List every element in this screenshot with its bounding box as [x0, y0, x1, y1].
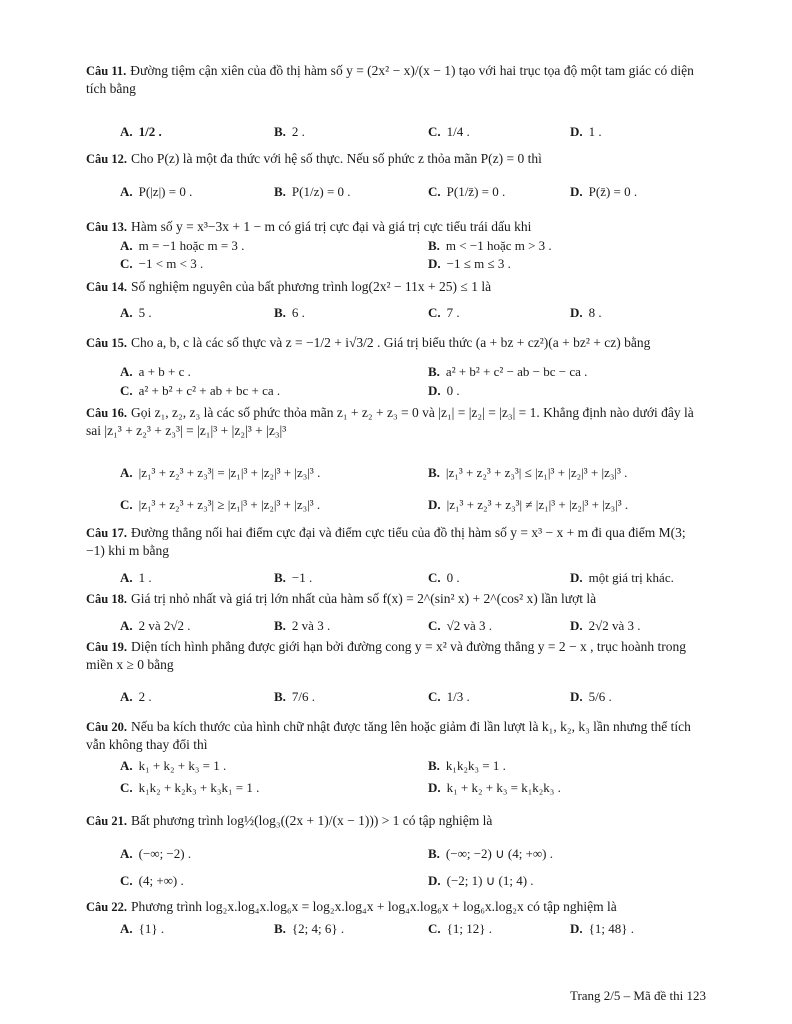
q16-option-c: C. |z₁³ + z₂³ + z₃³| ≥ |z₁|³ + |z₂|³ + |z₃|³ .	[120, 497, 321, 512]
question-text: Đường tiệm cận xiên của đồ thị hàm số y = (2x² − x)/(x − 1) tạo với hai trục tọa độ một tam giác có diện tích bằng	[86, 63, 694, 96]
page-footer: Trang 2/5 – Mã đề thi 123	[569, 988, 706, 1003]
q12-option-d: D. P(z̄) = 0 .	[570, 184, 638, 199]
question-11	[86, 62, 706, 98]
question-label: Câu 11.	[86, 64, 127, 78]
q22-option-b: B. {2; 4; 6} .	[274, 921, 345, 936]
q19-option-c: C. 1/3 .	[428, 689, 470, 704]
q12-option-c: C. P(1/z̄) = 0 .	[428, 184, 506, 199]
question-14	[86, 278, 706, 296]
q15-option-a: A. a + b + c .	[120, 364, 191, 379]
question-text: Đường thẳng nối hai điểm cực đại và điểm cực tiểu của đồ thị hàm số y = x³ − x + m đi qua điểm M(3; −1) khi m bằng	[86, 525, 686, 558]
question-text: Hàm số y = x³−3x + 1 − m có giá trị cực đại và giá trị cực tiểu trái dấu khi	[130, 219, 532, 234]
q13-option-c: C. −1 < m < 3 .	[120, 256, 204, 271]
question-text: Giá trị nhỏ nhất và giá trị lớn nhất của hàm số f(x) = 2^(sin² x) + 2^(cos² x) lần lượt là	[130, 591, 597, 606]
question-19	[86, 638, 706, 674]
q12-option-a: A. P(|z|) = 0 .	[120, 184, 193, 199]
question-label: Câu 22.	[86, 900, 127, 914]
q18-option-b: B. 2 và 3 .	[274, 618, 331, 633]
q14-option-d: D. 8 .	[570, 305, 602, 320]
q18-option-d: D. 2√2 và 3 .	[570, 618, 641, 633]
q16-option-b: B. |z₁³ + z₂³ + z₃³| ≤ |z₁|³ + |z₂|³ + |z₃|³ .	[428, 465, 628, 480]
q20-option-d: D. k₁ + k₂ + k₃ = k₁k₂k₃ .	[428, 780, 561, 795]
q12-option-b: B. P(1/z) = 0 .	[274, 184, 351, 199]
q20-option-b: B. k₁k₂k₃ = 1 .	[428, 758, 506, 773]
q13-option-d: D. −1 ≤ m ≤ 3 .	[428, 256, 511, 271]
q18-option-a: A. 2 và 2√2 .	[120, 618, 191, 633]
question-21	[86, 812, 706, 830]
q20-option-c: C. k₁k₂ + k₂k₃ + k₃k₁ = 1 .	[120, 780, 260, 795]
q17-option-d: D. một giá trị khác.	[570, 570, 674, 585]
question-label: Câu 15.	[86, 336, 127, 350]
q17-option-b: B. −1 .	[274, 570, 313, 585]
q17-option-a: A. 1 .	[120, 570, 152, 585]
q14-option-b: B. 6 .	[274, 305, 305, 320]
q14-option-c: C. 7 .	[428, 305, 460, 320]
q21-option-a: A. (−∞; −2) .	[120, 846, 192, 861]
q11-option-d: D. 1 .	[570, 124, 602, 139]
q13-option-b: B. m < −1 hoặc m > 3 .	[428, 238, 552, 253]
q22-option-a: A. {1} .	[120, 921, 165, 936]
q21-option-d: D. (−2; 1) ∪ (1; 4) .	[428, 873, 534, 888]
question-label: Câu 18.	[86, 592, 127, 606]
q17-option-c: C. 0 .	[428, 570, 460, 585]
q11-option-b: B. 2 .	[274, 124, 305, 139]
q19-option-d: D. 5/6 .	[570, 689, 612, 704]
q21-option-b: B. (−∞; −2) ∪ (4; +∞) .	[428, 846, 554, 861]
question-20	[86, 718, 706, 754]
q18-option-c: C. √2 và 3 .	[428, 618, 493, 633]
q15-option-b: B. a² + b² + c² − ab − bc − ca .	[428, 364, 588, 379]
q13-option-a: A. m = −1 hoặc m = 3 .	[120, 238, 245, 253]
question-text: Gọi z₁, z₂, z₃ là các số phức thỏa mãn z₁ + z₂ + z₃ = 0 và |z₁| = |z₂| = |z₃| = 1. Khẳng định nào dưới đây là sai |z₁³ + z₂³ + z₃³| = |z₁|³ + |z₂|³ + |z₃|³	[86, 405, 694, 438]
question-label: Câu 19.	[86, 640, 127, 654]
question-label: Câu 17.	[86, 526, 127, 540]
question-15	[86, 334, 706, 352]
question-text: Nếu ba kích thước của hình chữ nhật được tăng lên hoặc giảm đi lần lượt là k₁, k₂, k₃ lần nhưng thể tích vẫn không thay đổi thì	[86, 719, 691, 752]
question-text: Số nghiệm nguyên của bất phương trình log(2x² − 11x + 25) ≤ 1 là	[130, 279, 492, 294]
question-17	[86, 524, 706, 560]
q11-option-c: C. 1/4 .	[428, 124, 470, 139]
question-22	[86, 898, 706, 916]
q15-option-c: C. a² + b² + c² + ab + bc + ca .	[120, 383, 281, 398]
question-13	[86, 218, 706, 236]
q22-option-c: C. {1; 12} .	[428, 921, 492, 936]
question-label: Câu 13.	[86, 220, 127, 234]
q15-option-d: D. 0 .	[428, 383, 460, 398]
question-label: Câu 16.	[86, 406, 127, 420]
q19-option-a: A. 2 .	[120, 689, 152, 704]
q16-option-d: D. |z₁³ + z₂³ + z₃³| ≠ |z₁|³ + |z₂|³ + |z₃|³ .	[428, 497, 629, 512]
question-text: Bất phương trình log½(log₃((2x + 1)/(x − 1))) > 1 có tập nghiệm là	[130, 813, 493, 828]
question-16	[86, 404, 706, 440]
question-label: Câu 21.	[86, 814, 127, 828]
question-18	[86, 590, 706, 608]
q21-option-c: C. (4; +∞) .	[120, 873, 184, 888]
question-text: Phương trình log₂x.log₄x.log₆x = log₂x.log₄x + log₄x.log₆x + log₆x.log₂x có tập nghiệm là	[130, 899, 617, 914]
q20-option-a: A. k₁ + k₂ + k₃ = 1 .	[120, 758, 227, 773]
question-label: Câu 14.	[86, 280, 127, 294]
question-text: Diện tích hình phẳng được giới hạn bởi đường cong y = x² và đường thẳng y = 2 − x , trục hoành trong miền x ≥ 0 bằng	[86, 639, 687, 672]
question-12	[86, 150, 706, 168]
q19-option-b: B. 7/6 .	[274, 689, 316, 704]
question-label: Câu 12.	[86, 152, 127, 166]
question-text: Cho P(z) là một đa thức với hệ số thực. Nếu số phức z thỏa mãn P(z) = 0 thì	[130, 151, 542, 166]
q11-option-a: A. 1/2 .	[120, 124, 162, 139]
question-label: Câu 20.	[86, 720, 127, 734]
question-text: Cho a, b, c là các số thực và z = −1/2 + i√3/2 . Giá trị biểu thức (a + bz + cz²)(a + bz² + cz) bằng	[130, 335, 651, 350]
q14-option-a: A. 5 .	[120, 305, 152, 320]
q22-option-d: D. {1; 48} .	[570, 921, 634, 936]
q16-option-a: A. |z₁³ + z₂³ + z₃³| = |z₁|³ + |z₂|³ + |z₃|³ .	[120, 465, 321, 480]
